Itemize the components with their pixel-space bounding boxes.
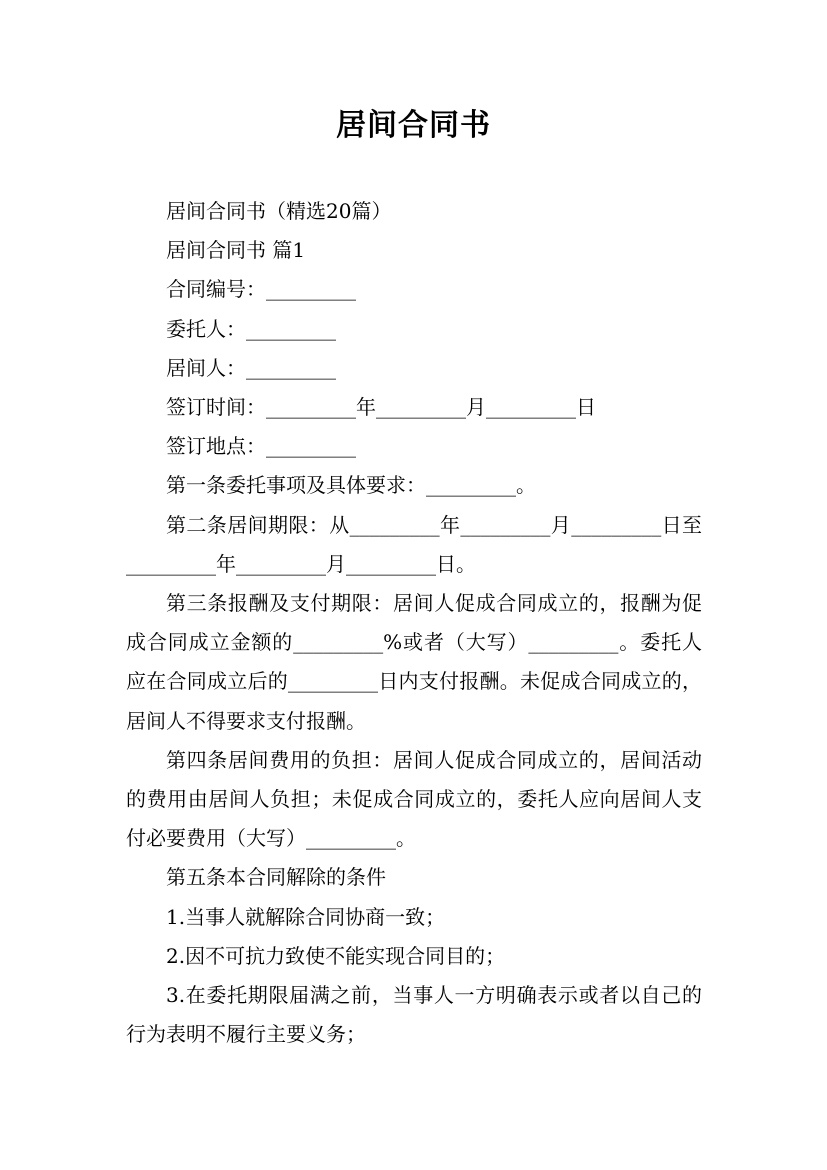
paragraph-item-3: 3.在委托期限届满之前，当事人一方明确表示或者以自己的行为表明不履行主要义务；	[126, 983, 702, 1047]
paragraph-article-1: 第一条委托事项及具体要求：_________。	[166, 473, 536, 498]
document-title: 居间合同书	[336, 108, 491, 143]
paragraph-item-1: 1.当事人就解除合同协商一致；	[166, 904, 446, 929]
paragraph-contract-number: 合同编号：_________	[166, 277, 356, 302]
paragraph-signing-date: 签订时间：_________年_________月_________日	[166, 395, 596, 420]
paragraph-article-3: 第三条报酬及支付期限：居间人促成合同成立的，报酬为促成合同成立金额的_________%或者（大写）_________。委托人应在合同成立后的_________日内支付报酬。未促成合同成立的，居间人不得要求支付报酬。	[126, 591, 702, 733]
paragraph-signing-place: 签订地点：_________	[166, 434, 356, 459]
paragraph-article-2: 第二条居间期限：从_________年_________月_________日至_________年_________月_________日。	[126, 512, 702, 576]
paragraph-intermediary: 居间人：_________	[166, 355, 336, 380]
paragraph-item-2: 2.因不可抗力致使不能实现合同目的；	[166, 943, 506, 968]
paragraph-article-5: 第五条本合同解除的条件	[166, 865, 386, 890]
document-body	[126, 192, 702, 1054]
paragraph-section-heading: 居间合同书 篇1	[166, 238, 306, 263]
paragraph-subtitle: 居间合同书（精选20篇）	[166, 199, 392, 223]
paragraph-article-4: 第四条居间费用的负担：居间人促成合同成立的，居间活动的费用由居间人负担；未促成合同成立的，委托人应向居间人支付必要费用（大写）_________。	[126, 747, 702, 851]
paragraph-principal: 委托人：_________	[166, 316, 336, 341]
